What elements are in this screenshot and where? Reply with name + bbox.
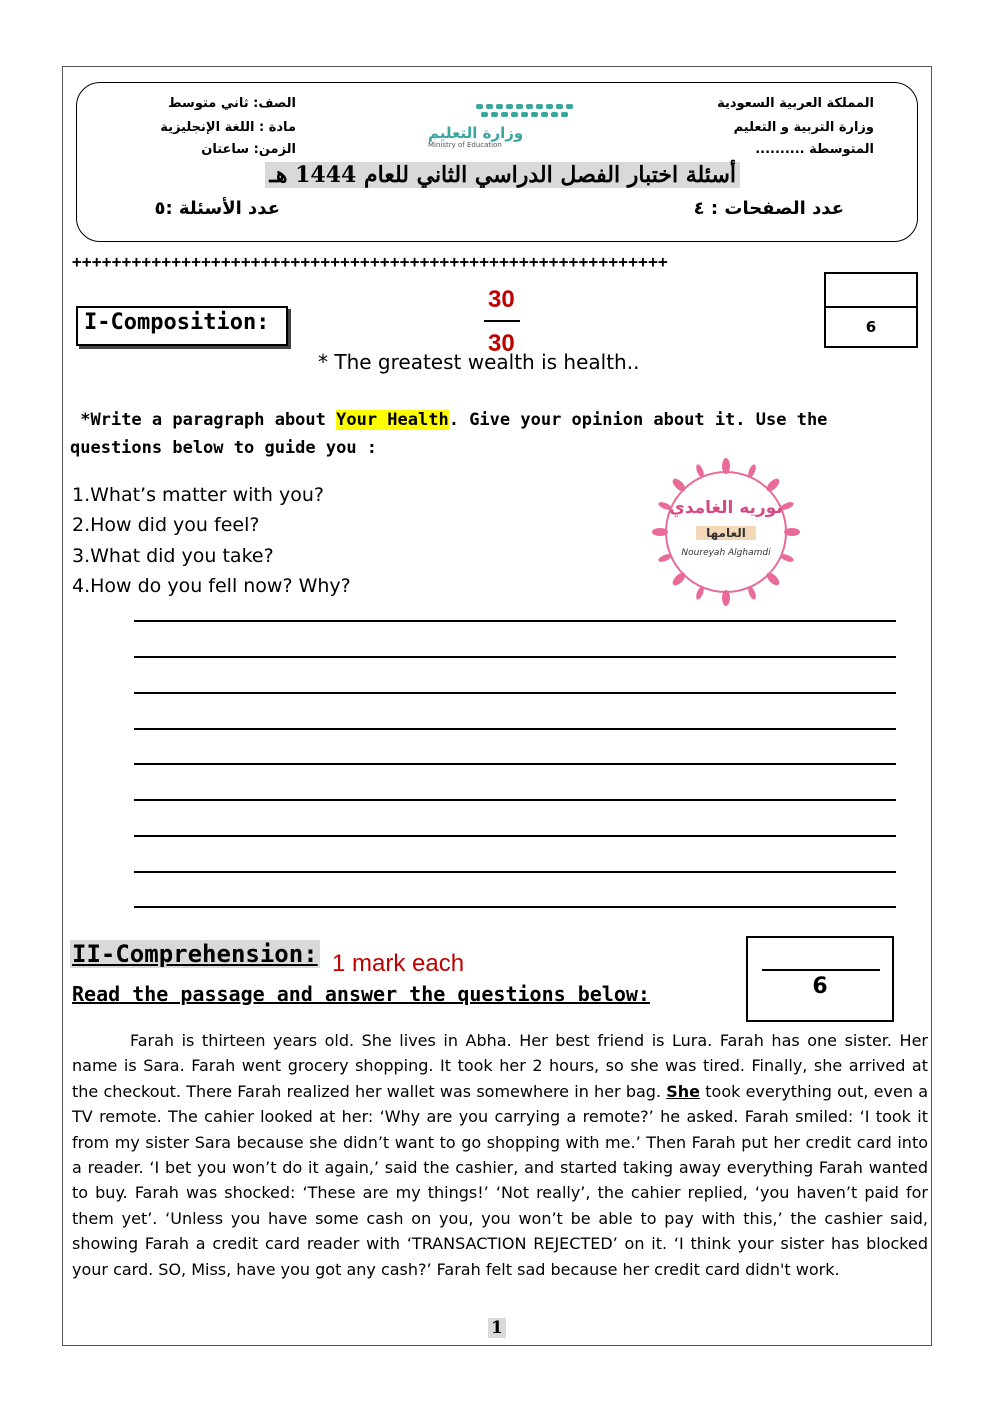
header-school: المتوسطة ..........: [755, 142, 874, 157]
composition-instruction: [70, 406, 928, 462]
mark-note: 1 mark each: [332, 950, 465, 977]
motto: * The greatest wealth is health..: [318, 350, 640, 374]
exam-title: أسئلة اختبار الفصل الدراسي الثاني للعام 1444 هـ: [265, 162, 740, 188]
guide-question: 1.What’s matter with you?: [72, 484, 324, 506]
writing-line[interactable]: [134, 799, 896, 801]
pages-count: عدد الصفحات : ٤: [693, 198, 844, 219]
instruction-highlight: Your Health: [336, 410, 449, 430]
passage-underlined-word: She: [666, 1081, 701, 1101]
guide-questions: [72, 480, 351, 601]
writing-line[interactable]: [134, 906, 896, 908]
separator-line: ++++++++++++++++++++++++++++++++++++++++++++++++++++++++++++: [72, 252, 668, 271]
instruction-text-2: . Give your opinion about it. Use the questions below to guide you :: [70, 410, 828, 458]
logo-english: Ministry of Education: [428, 141, 502, 149]
guide-question: 3.What did you take?: [72, 544, 274, 567]
header-country: المملكة العربية السعودية: [717, 96, 874, 111]
passage-text-1: Farah is thirteen years old. She lives in Abha. Her best friend is Lura. Farah has one sister. Her name is Sara. Farah went grocery shopping. It took her 2 hours, so she was tired. Finally, she arrived at the checkout. There Farah realized her wallet was somewhere in her bag.: [72, 1031, 928, 1101]
section1-title-text: I-Composition:: [84, 310, 270, 335]
mark-box-divider: [826, 306, 916, 308]
passage-text-2: took everything out, even a TV remote. The cahier looked at her: ‘Why are you carrying a remote?’ he asked. Farah smiled: ‘I took it from my sister Sara because she didn’t want to go shopping with me.’ Then Farah put her credit card into a reader. ‘I bet you won’t do it again,’ said the cashier, and started taking away everything Farah wanted to buy. Farah was shocked: ‘These are my things!’ ‘Not really’, the cahier replied, ‘you haven’t paid for them yet’. ‘Unless you have some cash on you, you won’t be able to pay with this,’ the cashier said, showing Farah a credit card reader with ‘TRANSACTION REJECTED’ on it. ‘I think your sister has blocked your card. SO, Miss, have you got any cash?’ Farah felt sad because her credit card didn't work.: [72, 1081, 929, 1279]
logo-arabic: وزارة التعليم: [428, 124, 524, 142]
writing-line[interactable]: [134, 620, 896, 622]
header-ministry: وزارة التربية و التعليم: [733, 120, 874, 135]
writing-line[interactable]: [134, 835, 896, 837]
score-fraction-line: [484, 320, 520, 322]
writing-line[interactable]: [134, 656, 896, 658]
header-time: الزمن: ساعتان: [201, 142, 296, 157]
writing-line[interactable]: [134, 692, 896, 694]
section1-mark: 6: [865, 318, 877, 336]
score-obtained: 30: [488, 286, 515, 313]
teacher-stamp: [652, 458, 800, 606]
stamp-name-en: Noureyah Alghamdi: [681, 548, 771, 558]
questions-count: عدد الأسئلة :٥: [154, 198, 280, 219]
header-subject: مادة : اللغة الإنجليزية: [160, 120, 296, 135]
section2-title: II-Comprehension:: [72, 940, 318, 968]
section1-title: [76, 306, 288, 346]
section2-mark: 6: [812, 974, 828, 999]
header-grade: الصف: ثاني متوسط: [168, 96, 296, 111]
stamp-name-ar: نوريه الغامدي: [669, 498, 783, 518]
writing-line[interactable]: [134, 871, 896, 873]
section1-mark-box: [824, 272, 918, 348]
writing-line[interactable]: [134, 763, 896, 765]
reading-passage: [72, 1028, 928, 1282]
section2-mark-box: [746, 936, 894, 1022]
section2-subtitle: Read the passage and answer the questions below:: [72, 982, 650, 1006]
guide-question: 2.How did you feel?: [72, 514, 260, 537]
instruction-text-1: *Write a paragraph about: [80, 410, 337, 430]
page-number: 1: [488, 1318, 506, 1338]
score-total: 30: [488, 330, 515, 357]
writing-line[interactable]: [134, 728, 896, 730]
mark-box-divider: [762, 969, 880, 971]
guide-question: 4.How do you fell now? Why?: [72, 574, 351, 597]
stamp-label-ar: العامها: [696, 526, 756, 540]
ministry-logo: [420, 98, 588, 152]
